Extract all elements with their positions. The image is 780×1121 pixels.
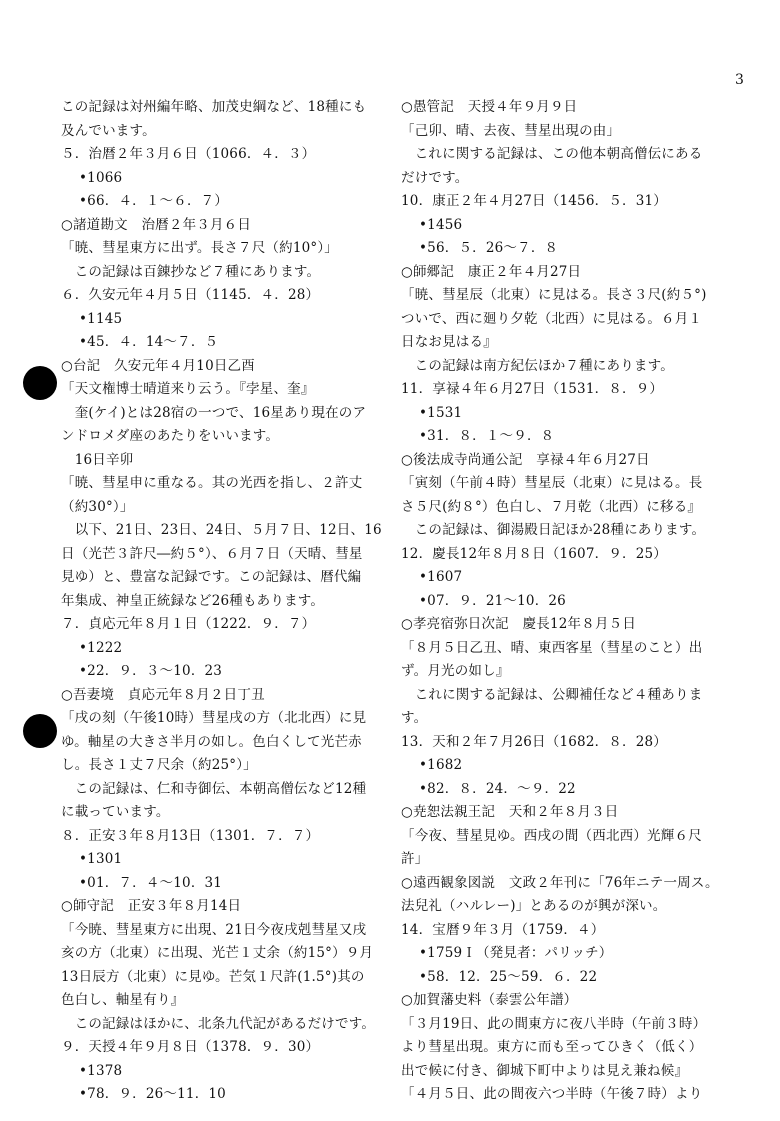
text-line: この記録は南方紀伝ほか７種にあります。 <box>401 357 674 374</box>
text-line: 日なお見はる』 <box>401 334 497 350</box>
date-bullet-line: •45．４．14〜７．５ <box>79 334 219 350</box>
text-line: 「暁、彗星申に重なる。其の光西を指し、２許丈 <box>61 475 363 491</box>
text-line: 及んでいます。 <box>61 122 156 139</box>
text-line: 法兒礼（ハルレー)」とあるのが興が深い。 <box>401 898 667 914</box>
text-line: ○加賀藩史料（泰雲公年譜） <box>401 992 578 1008</box>
text-line: ○師郷記 康正２年４月27日 <box>401 263 582 280</box>
right-column <box>401 96 741 1107</box>
text-line: ○愚管記 天授４年９月９日 <box>401 99 578 115</box>
text-line: 奎(ケイ)とは28宿の一つで、16星あり現在のア <box>61 404 367 421</box>
text-line: ンドロメダ座のあたりをいいます。 <box>61 428 280 444</box>
text-line: 11．享禄４年６月27日（1531．８．９） <box>401 381 664 397</box>
date-bullet-line: •22．９．３〜10．23 <box>79 663 223 679</box>
date-bullet-line: •1066 <box>79 169 123 186</box>
date-bullet-line: •1607 <box>419 569 463 585</box>
left-column <box>61 96 396 1107</box>
text-line: 13．天和２年７月26日（1682．８．28） <box>401 733 667 750</box>
text-line: 年集成、神皇正統録など26種もあります。 <box>61 592 325 609</box>
text-line: 日（光芒３許尺―約５°）、６月７日（天晴、彗星 <box>61 545 363 562</box>
punch-hole-bottom <box>23 714 57 748</box>
text-line: ○吾妻境 貞応元年８月２日丁丑 <box>61 686 265 703</box>
text-line: ○尭恕法親王記 天和２年８月３日 <box>401 804 619 820</box>
text-line: 「３月19日、此の間東方に夜八半時（午前３時） <box>401 1015 707 1032</box>
date-bullet-line: •1759Ｉ（発見者：パリッチ） <box>419 945 613 961</box>
text-line: 10．康正２年４月27日（1456．５．31） <box>401 193 667 209</box>
text-line: ７．貞応元年８月１日（1222．９．７） <box>61 616 316 632</box>
text-line: ○諸道勘文 治暦２年３月６日 <box>61 216 252 233</box>
text-line: に載っています。 <box>61 804 170 820</box>
text-line: これに関する記録は、この他本朝高僧伝にある <box>401 146 703 162</box>
text-line: ず。月光の如し』 <box>401 663 510 679</box>
text-line: 見ゆ）と、豊富な記録です。この記録は、暦代編 <box>61 569 362 585</box>
text-line: 「暁、彗星辰（北東）に見はる。長さ３尺(約５°) <box>401 287 707 303</box>
text-line: ゆ。軸星の大きさ半月の如し。色白くして光芒赤 <box>61 733 362 750</box>
text-line: 「己卯、晴、去夜、彗星出現の由」 <box>401 122 621 139</box>
text-line: この記録は百錬抄など７種にあります。 <box>61 263 321 280</box>
text-line: 「８月５日乙丑、晴、東西客星（彗星のこと）出 <box>401 639 703 656</box>
punch-hole-top <box>23 366 57 400</box>
date-bullet-line: •1378 <box>79 1062 123 1079</box>
date-bullet-line: •1456 <box>419 216 463 233</box>
text-line: この記録は、御湯殿日記ほか28種にあります。 <box>401 522 706 538</box>
text-line: この記録は対州編年略、加茂史綱など、18種にも <box>61 99 367 115</box>
text-line: 「今暁、彗星東方に出現、21日今夜戌剋彗星又戌 <box>61 921 367 938</box>
text-line: 亥の方（北東）に出現、光芒１丈余（約15°）９月 <box>61 945 374 961</box>
date-bullet-line: •78．９．26〜11．10 <box>79 1086 226 1102</box>
text-line: 許」 <box>401 851 429 867</box>
text-line: ○台記 久安元年４月10日乙酉 <box>61 357 255 374</box>
text-line: ○遠西観象図説 文政２年刊に「76年ニテ一周ス。 <box>401 874 719 891</box>
date-bullet-line: •07．９．21〜10．26 <box>419 592 566 609</box>
text-line: ９．天授４年９月８日（1378．９．30） <box>61 1039 320 1055</box>
date-bullet-line: •31．８．１〜９．８ <box>419 428 555 444</box>
date-bullet-line: •58．12．25〜59．６．22 <box>419 968 598 985</box>
page-number: 3 <box>735 72 744 88</box>
text-line: これに関する記録は、公卿補任など４種ありま <box>401 686 703 703</box>
text-line: ６．久安元年４月５日（1145．４．28） <box>61 287 320 303</box>
text-line: ○後法成寺尚通公記 享禄４年６月27日 <box>401 451 650 468</box>
date-bullet-line: •1301 <box>79 851 123 867</box>
date-bullet-line: •56．５．26〜７．８ <box>419 240 559 256</box>
text-line: 「４月５日、此の間夜六つ半時（午後７時）より <box>401 1086 703 1102</box>
date-bullet-line: •82．８．24．〜９．22 <box>419 780 576 797</box>
text-line: 「今夜、彗星見ゆ。西戌の間（西北西）光輝６尺 <box>401 827 702 844</box>
text-line: 12．慶長12年８月８日（1607．９．25） <box>401 545 667 562</box>
text-line: ○師守記 正安３年８月14日 <box>61 898 242 914</box>
text-line: この記録はほかに、北条九代記があるだけです。 <box>61 1015 376 1032</box>
text-line: し。長さ１丈７尺余（約25°）」 <box>61 757 257 773</box>
date-bullet-line: •1145 <box>79 310 123 327</box>
text-line: ５．治暦２年３月６日（1066．４．３） <box>61 146 316 162</box>
text-line: 「戌の刻（午後10時）彗星戌の方（北北西）に見 <box>61 710 367 726</box>
text-line: 「天文権博士晴道来り云う。『孛星、奎』 <box>61 381 315 397</box>
date-bullet-line: •1531 <box>419 404 463 421</box>
text-line: 以下、21日、23日、24日、５月７日、12日、16 <box>61 522 382 538</box>
text-line: す。 <box>401 710 428 726</box>
text-line: 16日辛卯 <box>61 451 134 468</box>
text-line: さ５尺(約８°）色白し、７月乾（北西）に移る』 <box>401 498 702 515</box>
text-line: ○孝亮宿弥日次記 慶長12年８月５日 <box>401 616 637 632</box>
text-line: より彗星出現。東方に而も至ってひきく（低く） <box>401 1039 703 1055</box>
text-line: （約30°）」 <box>61 498 134 515</box>
date-bullet-line: •1682 <box>419 757 463 773</box>
text-line: だけです。 <box>401 169 469 186</box>
date-bullet-line: •01．７．４〜10．31 <box>79 874 223 891</box>
text-line: 出で候に付き、御城下町中よりは見え兼ね候』 <box>401 1062 689 1079</box>
text-line: 「暁、彗星東方に出ず。長さ７尺（約10°）」 <box>61 240 338 256</box>
date-bullet-line: •1222 <box>79 639 123 656</box>
text-line: 13日辰方（北東）に見ゆ。芒気１尺許(1.5°)其の <box>61 968 365 985</box>
date-bullet-line: •66．４．１〜６．７） <box>79 193 229 209</box>
text-line: この記録は、仁和寺御伝、本朝高僧伝など12種 <box>61 780 367 797</box>
text-line: ８．正安３年８月13日（1301．７．７） <box>61 827 320 844</box>
text-line: 「寅刻（午前４時）彗星辰（北東）に見はる。長 <box>401 475 703 491</box>
text-line: 14．宝暦９年３月（1759．４） <box>401 921 605 938</box>
text-line: ついで、西に廻り夕乾（北西）に見はる。６月１ <box>401 310 703 327</box>
text-line: 色白し、軸星有り』 <box>61 992 185 1008</box>
